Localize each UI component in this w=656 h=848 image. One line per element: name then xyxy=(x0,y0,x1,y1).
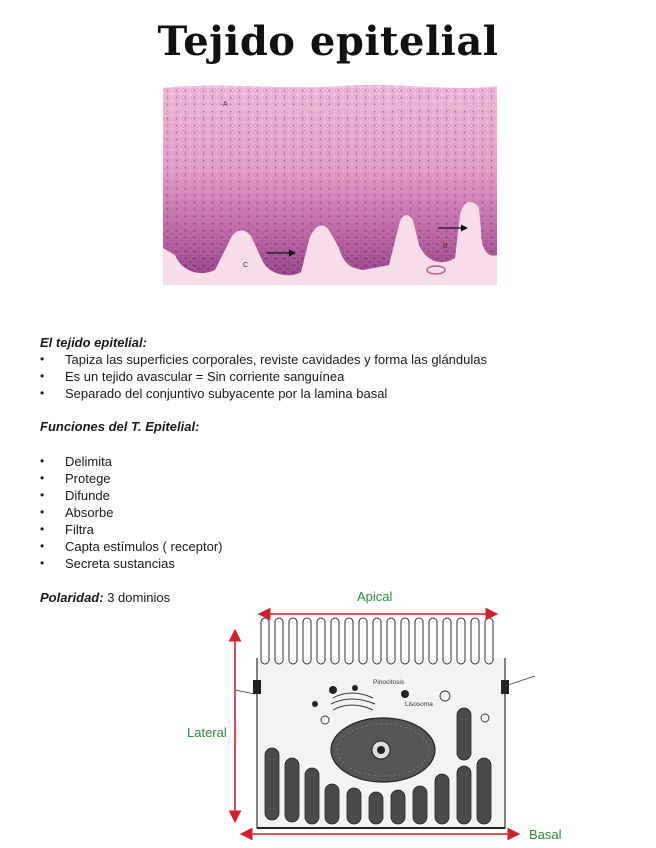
label-b: B xyxy=(443,243,448,250)
polarity-value: 3 dominios xyxy=(107,590,171,605)
epithelium-micrograph xyxy=(163,80,497,285)
polarity-line xyxy=(40,590,170,605)
pinocitosis-label: Pinocitosis xyxy=(373,679,405,686)
list-item: • Difunde xyxy=(40,487,223,504)
list-item: • Tapiza las superficies corporales, reviste cavidades y forma las glándulas xyxy=(40,351,487,368)
lateral-label: Lateral xyxy=(187,725,227,740)
list-item: • Protege xyxy=(40,470,223,487)
list-item: • Capta estímulos ( receptor) xyxy=(40,538,223,555)
list-item: • Es un tejido avascular = Sin corriente sanguínea xyxy=(40,368,487,385)
basal-label: Basal xyxy=(529,827,562,842)
page-title: Tejido epitelial xyxy=(157,18,499,65)
label-a: A xyxy=(223,101,228,108)
list-item: • Absorbe xyxy=(40,504,223,521)
list-item: • Filtra xyxy=(40,521,223,538)
functions-section xyxy=(40,419,223,572)
section-heading: Funciones del T. Epitelial: xyxy=(40,419,200,434)
lisosoma-label: Lisosoma xyxy=(405,701,433,708)
list-item: • Delimita xyxy=(40,453,223,470)
polarity-label: Polaridad: xyxy=(40,590,104,605)
epithelium-definition xyxy=(40,335,487,402)
apical-label: Apical xyxy=(357,589,393,604)
label-c: C xyxy=(243,262,249,269)
microvilli xyxy=(261,618,493,664)
section-heading: El tejido epitelial: xyxy=(40,335,147,350)
list-item: • Secreta sustancias xyxy=(40,555,223,572)
list-item: • Separado del conjuntivo subyacente por la lamina basal xyxy=(40,385,487,402)
epithelial-cell-diagram xyxy=(205,598,565,846)
